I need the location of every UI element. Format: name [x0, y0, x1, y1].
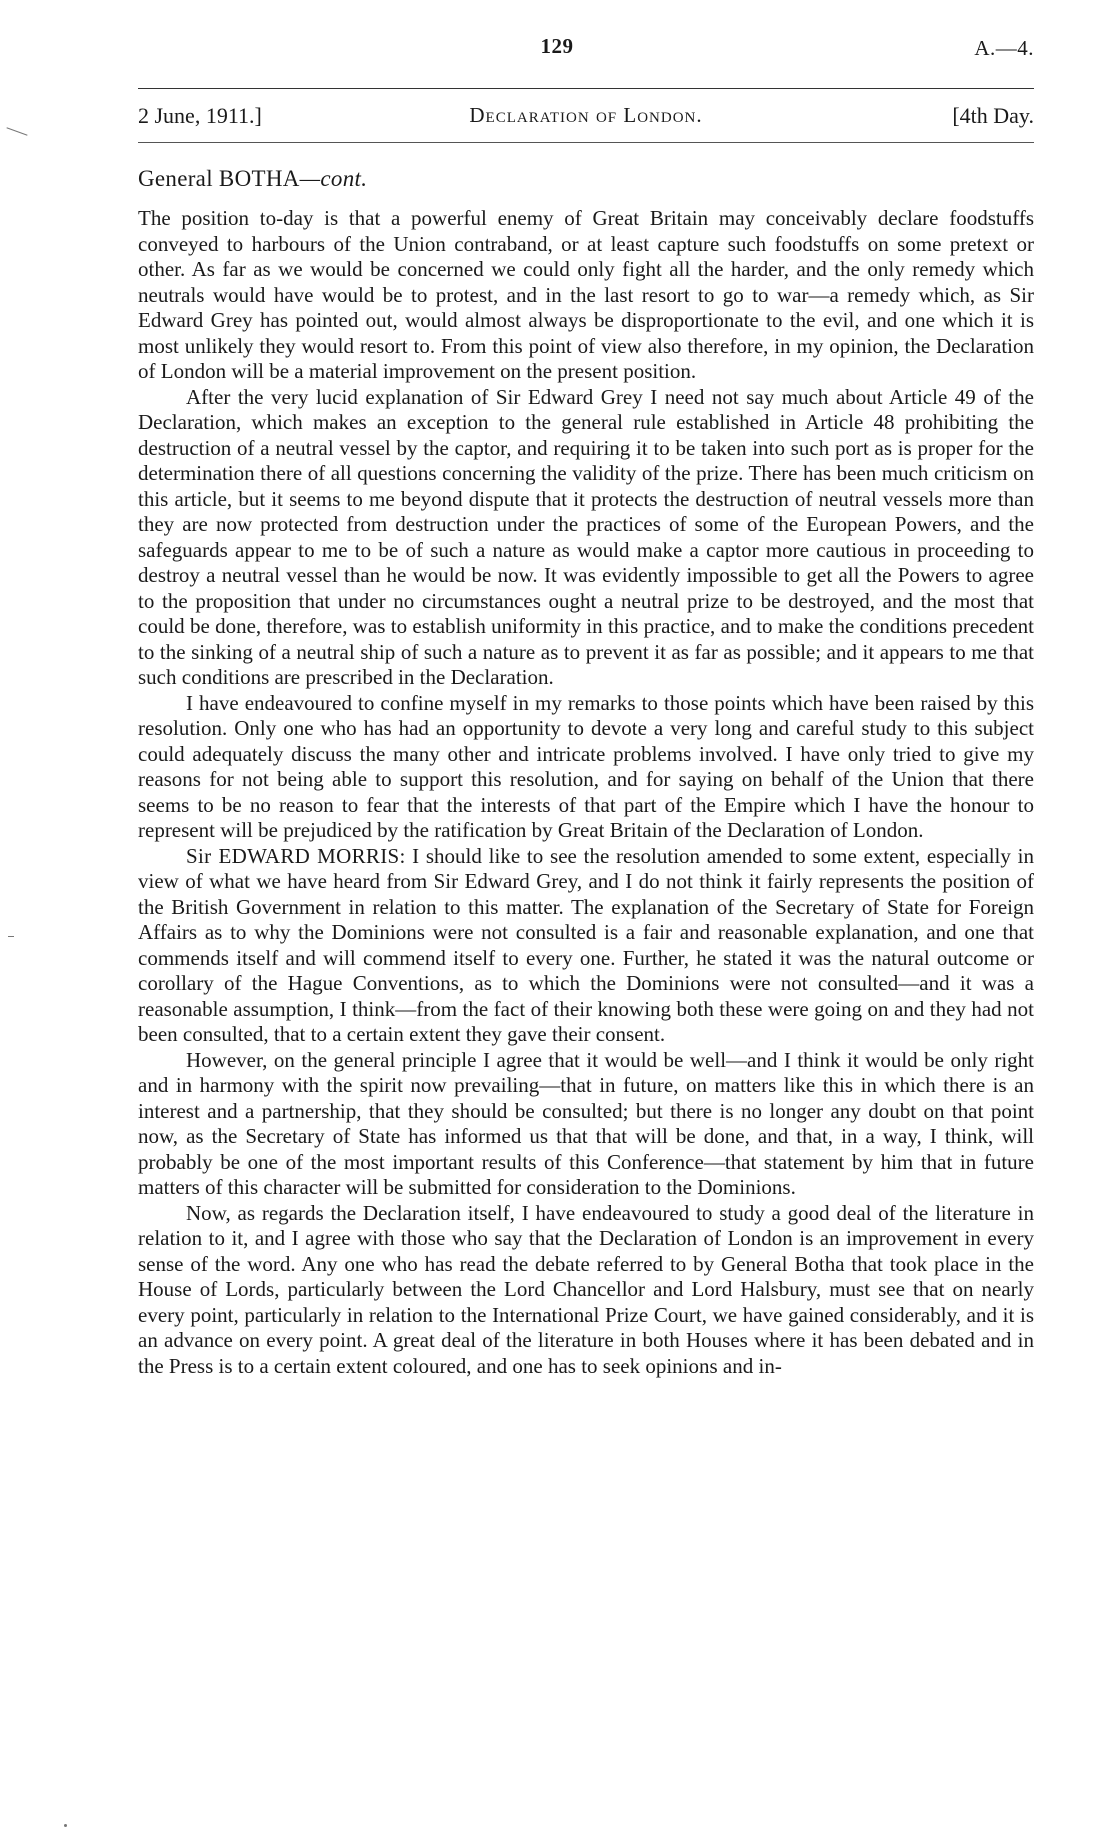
header-rule-top [138, 88, 1034, 89]
paragraph: Now, as regards the Declaration itself, I have endeavoured to study a good deal of the literature in relation to it, and I agree with those who say that the Declaration of London is an improvement in every sense of the word. Any one who has read the debate referred to by General Botha that took place in the House of Lords, particularly between the Lord Chancellor and Lord Halsbury, must see that on nearly every point, particularly in relation to the International Prize Court, we have gained considerably, and it is an advance on every point. A great deal of the literature in both Houses where it has been debated and in the Press is to a certain extent coloured, and one has to seek opinions and in- [138, 1200, 1034, 1378]
paragraph [138, 844, 1034, 1048]
paragraph: However, on the general principle I agree that it would be well—and I think it would be only right and in harmony with the spirit now prevailing—that in future, on matters like this in which there is an interest and a partnership, that they should be consulted; but there is no longer any doubt on that point now, as the Secretary of State has informed us that that will be done, and that, in a way, I think, will probably be one of the most important results of this Conference—that statement by him that in future matters of this character will be submitted for consideration to the Dominions. [138, 1047, 1034, 1199]
paragraph: After the very lucid explanation of Sir Edward Grey I need not say much about Article 49 of the Declaration, which makes an exception to the general rule established in Article 48 prohibiting the destruction of a neutral vessel by the captor, and requiring it to be taken into such port as is proper for the determination there of all questions concerning the validity of the prize. There has been much criticism on this article, but it seems to me beyond dispute that it protects the destruction of neutral vessels more than they are now protected from destruction under the practices of some of the European Powers, and the safeguards appear to me to be of such a nature as would make a captor more cautious in proceeding to destroy a neutral vessel than he would be now. It was evidently impossible to get all the Powers to agree to the proposition that under no circumstances ought a neutral prize to be destroyed, and the most that could be done, therefore, was to establish uniformity in this practice, and to make the conditions precedent to the sinking of a neutral ship of such a nature as to prevent it as far as possible; and it appears to me that such conditions are prescribed in the Declaration. [138, 384, 1034, 689]
running-head-day: [4th Day. [952, 103, 1034, 128]
speaker-name: Sir EDWARD MORRIS [186, 843, 400, 868]
speaker-heading-name: General BOTHA [138, 166, 300, 191]
scan-margin-mark [8, 936, 14, 937]
paragraph: I have endeavoured to confine myself in my remarks to those points which have been raised by this resolution. Only one who has had an opportunity to devote a very long and careful study to this subject could adequately discuss the many other and intricate problems involved. I have only tried to give my reasons for not being able to support this resolution, and for saying on behalf of the Union that there seems to be no reason to fear that the interests of that part of the Empire which I have the honour to represent will be prejudiced by the ratification by Great Britain of the Declaration of London. [138, 690, 1034, 842]
speaker-heading [138, 166, 367, 192]
paragraph-text: : I should like to see the resolution amended to some extent, especially in view of what we have heard from Sir Edward Grey, and I do not think it fairly represents the position of the British Government in relation to this matter. The explanation of the Secretary of State for Foreign Affairs as to why the Dominions were not consulted is a fair and reasonable explanation, and one that commends itself and will commend itself to every one. Further, he stated it was the natural outcome or corollary of the Hague Conventions, as to which the Dominions were not consulted—and it was a reasonable assumption, I think—from the fact of their knowing both these were going on and they had not been consulted, that to a certain extent they gave their consent. [138, 843, 1034, 1046]
header-rule-bottom [138, 142, 1034, 143]
running-head-title: Declaration of London. [469, 103, 703, 127]
speaker-heading-cont: —cont. [299, 166, 368, 191]
running-head [138, 101, 1034, 133]
running-head-date: 2 June, 1911.] [138, 103, 262, 128]
scan-margin-mark [64, 1824, 67, 1827]
scan-margin-mark [6, 127, 27, 135]
paper-reference: A.—4. [974, 36, 1034, 60]
body-text [138, 206, 1034, 1379]
paragraph: The position to-day is that a powerful enemy of Great Britain may conceivably declare foodstuffs conveyed to harbours of the Union contraband, or at least capture such foodstuffs on some pretext or other. As far as we would be concerned we could only fight all the harder, and the only remedy which neutrals would have would be to protest, and in the last resort to go to war—a remedy which, as Sir Edward Grey has pointed out, would almost always be disproportionate to the evil, and one which it is most unlikely they would resort to. From this point of view also therefore, in my opinion, the Declaration of London will be a material improvement on the present position. [138, 206, 1034, 383]
page-number: 129 [540, 34, 574, 58]
